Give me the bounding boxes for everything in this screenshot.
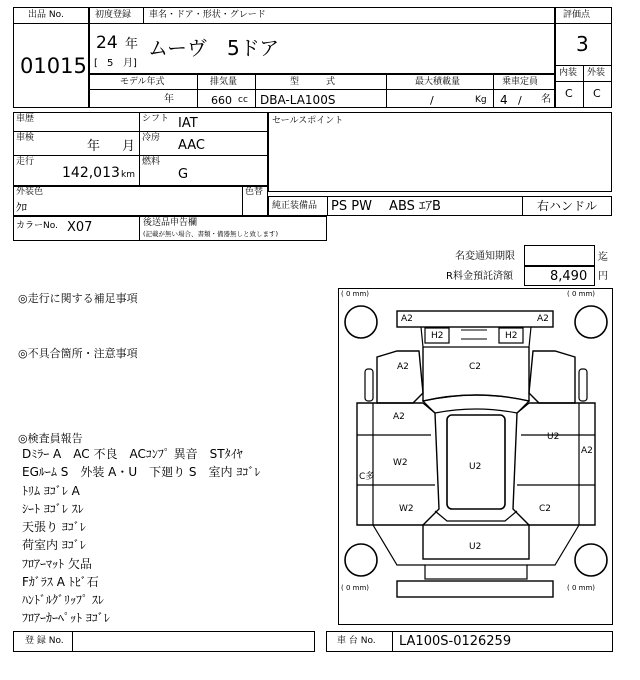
year-char: 年: [125, 37, 139, 52]
damage-front-left-door: W2: [393, 458, 408, 468]
damage-front-right-door: U2: [547, 432, 560, 442]
car-name: ムーヴ 5ドア: [148, 36, 280, 60]
shift-label: シフト: [142, 114, 170, 124]
mileage-label: 走行: [16, 157, 35, 167]
report-line: ﾌﾛｱｰｶｰﾍﾟｯﾄ ﾖｺﾞﾚ: [22, 611, 110, 625]
windshield: [423, 395, 529, 413]
name-change-unit: 迄: [598, 252, 608, 263]
displacement-value: 660: [211, 94, 232, 107]
sales-point-label: セールスポイント: [272, 116, 344, 126]
damage-front-bumper-right: A2: [537, 314, 549, 324]
grade-label: 評価点: [563, 10, 591, 20]
supplement-label: ◎走行に関する補足事項: [18, 292, 138, 305]
chassis-label: 車 台 No.: [337, 636, 376, 646]
displacement-unit: cc: [238, 95, 248, 105]
damage-left-quarter: C多: [359, 472, 375, 482]
lot-label: 出品 No.: [28, 10, 64, 20]
defects-label: ◎不具合箇所・注意事項: [18, 347, 138, 360]
equipment-value: PS PW ABS ｴｱB: [331, 199, 441, 214]
name-label: 車名・ドア・形状・グレード: [149, 10, 266, 20]
color-no-value: X07: [67, 220, 93, 235]
mileage-unit: km: [121, 170, 135, 180]
rear-bumper: [397, 581, 553, 597]
exterior-value: C: [593, 87, 601, 100]
report-line: ﾊﾝﾄﾞﾙｸﾞﾘｯﾌﾟ ｽﾚ: [22, 593, 104, 607]
tire-rear-left: [345, 544, 377, 576]
name-change-field: [524, 245, 595, 266]
damage-hood: C2: [469, 362, 482, 372]
lot-number: 01015: [20, 54, 87, 78]
mileage-value: 142,013: [62, 165, 120, 181]
post-report-label: 後送品申告欄: [143, 218, 198, 228]
capacity-sep: /: [518, 94, 522, 107]
reg-no-label: 登 録 No.: [25, 636, 64, 646]
tire-rear-left-depth: ( 0 mm): [341, 584, 370, 592]
equipment-label: 純正装備品: [272, 201, 318, 211]
report-line: Dﾐﾗｰ A AC 不良 ACｺﾝﾌﾟ 異音 STﾀｲﾔ: [22, 447, 243, 461]
rear-garnish: [425, 565, 527, 579]
damage-headlight-left: H2: [431, 331, 444, 341]
inspection-year: 年: [87, 139, 101, 154]
ext-color-value: ｸﾛ: [16, 201, 27, 214]
report-line: ﾌﾛｱｰﾏｯﾄ 欠品: [22, 557, 92, 571]
month-value: 5: [107, 58, 114, 69]
damage-rear-left-door: W2: [399, 504, 414, 514]
name-change-label: 名変通知期限: [455, 251, 515, 262]
damage-rear-right-door: C2: [539, 504, 552, 514]
history-label: 車歴: [16, 114, 35, 124]
tire-front-left-depth: ( 0 mm): [341, 290, 370, 298]
report-line: Fｶﾞﾗｽ A ﾄﾋﾞ石: [22, 575, 99, 589]
damage-right-fender: A2: [581, 446, 593, 456]
mirror-left: [365, 369, 373, 401]
exterior-label: 外装: [587, 68, 606, 78]
model-year-label: モデル年式: [120, 77, 165, 87]
max-load-label: 最大積載量: [415, 77, 461, 87]
capacity-label: 乗車定員: [502, 77, 539, 87]
tire-front-right: [575, 306, 607, 338]
aircon-label: 冷房: [142, 133, 161, 143]
rear-window: [435, 511, 517, 521]
damage-roof: U2: [469, 462, 482, 472]
damage-rear-hatch: U2: [469, 542, 482, 552]
ext-color-box: [13, 186, 268, 216]
right-side-body: [513, 403, 595, 525]
fuel-value: G: [178, 167, 189, 182]
chassis-value: LA100S-0126259: [399, 634, 512, 649]
ext-color-label: 外装色: [16, 187, 44, 197]
aircon-value: AAC: [178, 138, 205, 153]
shift-value: IAT: [178, 116, 198, 131]
capacity-value: 4: [500, 93, 508, 107]
hood: [423, 347, 529, 401]
report-line: EGﾙｰﾑ S 外装 A・U 下廻り S 室内 ﾖｺﾞﾚ: [22, 465, 261, 479]
tire-front-right-depth: ( 0 mm): [567, 290, 596, 298]
report-line: ﾄﾘﾑ ﾖｺﾞﾚ A: [22, 484, 80, 498]
damage-front-left-door-upper: A2: [393, 412, 405, 422]
inspection-label: 車検: [16, 133, 35, 143]
month-close: 月]: [123, 58, 137, 69]
report-line: 天張り ﾖｺﾞﾚ: [22, 520, 86, 534]
report-line: 荷室内 ﾖｺﾞﾚ: [22, 538, 86, 552]
details-left: [13, 112, 268, 186]
tire-front-left: [345, 306, 377, 338]
tire-rear-right-depth: ( 0 mm): [567, 584, 596, 592]
front-right-fender: [529, 351, 575, 403]
type-label: 型 式: [290, 77, 336, 87]
model-year-unit: 年: [164, 94, 174, 105]
handle-value: 右ハンドル: [537, 199, 598, 213]
color-change-label: 色替: [245, 187, 264, 197]
color-no-label: カラーNo.: [16, 221, 58, 231]
max-load-unit: Kg: [475, 95, 487, 105]
inspector-label: ◎検査員報告: [18, 432, 83, 445]
max-load-value: /: [430, 94, 434, 107]
recycle-label: R料金預託済額: [446, 271, 513, 282]
inspection-month: 月: [122, 139, 136, 154]
recycle-unit: 円: [598, 271, 608, 282]
damage-front-bumper-left: A2: [401, 314, 413, 324]
front-bumper: [397, 311, 553, 327]
displacement-label: 排気量: [210, 77, 238, 87]
mirror-right: [579, 369, 587, 401]
damage-headlight-right: H2: [505, 331, 518, 341]
interior-value: C: [565, 87, 573, 100]
post-report-note: (記載が無い場合、書類・備器無しと致します): [143, 230, 279, 238]
report-line: ｼｰﾄ ﾖｺﾞﾚ ｽﾚ: [22, 502, 84, 516]
fuel-label: 燃料: [142, 157, 161, 167]
damage-left-fender: A2: [397, 362, 409, 372]
recycle-value: 8,490: [550, 269, 588, 284]
type-value: DBA-LA100S: [260, 93, 336, 107]
front-left-fender: [377, 351, 423, 403]
tire-rear-right: [575, 544, 607, 576]
first-reg-label: 初度登録: [95, 10, 132, 20]
interior-label: 内装: [559, 68, 578, 78]
grade-value: 3: [576, 32, 589, 56]
car-diagram: [338, 288, 613, 625]
capacity-unit: 名: [541, 94, 551, 105]
era-year: 24: [96, 33, 118, 53]
month-open: [: [94, 58, 98, 69]
